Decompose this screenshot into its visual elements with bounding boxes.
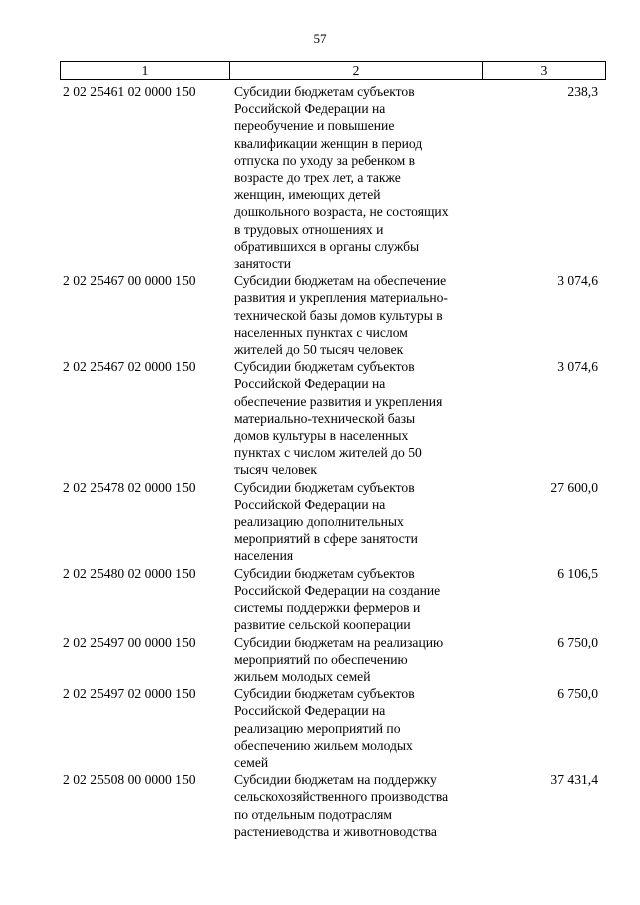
budget-code-cell: 2 02 25480 02 0000 150 xyxy=(63,565,196,581)
revenue-name-line: Субсидии бюджетам субъектов xyxy=(234,359,415,375)
revenue-name-cell xyxy=(228,358,480,478)
budget-code-cell: 2 02 25497 00 0000 150 xyxy=(63,634,196,650)
revenue-name-line: мероприятий в сфере занятости xyxy=(234,531,418,547)
revenue-name-line: технической базы домов культуры в xyxy=(234,307,443,323)
revenue-name-line: населенных пунктах с числом xyxy=(234,324,408,340)
revenue-name-line: системы поддержки фермеров и xyxy=(234,600,421,616)
revenue-name-line: домов культуры в населенных xyxy=(234,428,409,444)
revenue-name-line: жителей до 50 тысяч человек xyxy=(234,342,404,358)
revenue-name-line: Субсидии бюджетам субъектов xyxy=(234,84,415,99)
revenue-name-line: растениеводства и животноводства xyxy=(234,823,437,839)
table-row xyxy=(60,83,602,272)
revenue-name-line: дошкольного возраста, не состоящих xyxy=(234,204,449,220)
revenue-name-line: развития и укрепления материально- xyxy=(234,290,448,306)
revenue-name-line: жильем молодых семей xyxy=(234,668,371,684)
table-row xyxy=(60,685,602,771)
amount-cell: 37 431,4 xyxy=(550,772,598,788)
revenue-name-line: женщин, имеющих детей xyxy=(234,187,381,203)
revenue-name-line: населения xyxy=(234,548,294,564)
revenue-name-line: Российской Федерации на xyxy=(234,101,386,117)
table-row xyxy=(60,479,602,565)
revenue-name-line: Субсидии бюджетам субъектов xyxy=(234,686,415,702)
table-body xyxy=(60,83,602,840)
budget-code-cell: 2 02 25497 02 0000 150 xyxy=(63,686,196,702)
table-row xyxy=(60,358,602,478)
revenue-name-line: по отдельным подотраслям xyxy=(234,806,393,822)
revenue-name-line: возрасте до трех лет, а также xyxy=(234,170,401,186)
revenue-name-line: реализацию дополнительных xyxy=(234,514,404,530)
revenue-name-line: тысяч человек xyxy=(234,462,318,478)
revenue-name-line: обеспечение развития и укрепления xyxy=(234,393,443,409)
amount-cell: 6 106,5 xyxy=(557,565,598,581)
revenue-name-line: отпуска по уходу за ребенком в xyxy=(234,152,416,168)
amount-cell: 3 074,6 xyxy=(557,273,598,289)
column-header-3: 3 xyxy=(483,62,606,80)
revenue-name-line: сельскохозяйственного производства xyxy=(234,789,449,805)
revenue-name-cell xyxy=(228,771,480,840)
table-header xyxy=(60,61,606,80)
revenue-name-line: Российской Федерации на xyxy=(234,376,386,392)
revenue-name-line: Субсидии бюджетам на реализацию xyxy=(234,634,444,650)
revenue-name-line: переобучение и повышение xyxy=(234,118,395,134)
revenue-name-cell xyxy=(228,685,480,771)
budget-code-cell: 2 02 25461 02 0000 150 xyxy=(63,84,196,99)
revenue-name-line: обеспечению жильем молодых xyxy=(234,737,413,753)
amount-cell: 238,3 xyxy=(567,84,598,99)
budget-code-cell: 2 02 25467 02 0000 150 xyxy=(63,359,196,375)
revenue-name-line: реализацию мероприятий по xyxy=(234,720,401,736)
table-row xyxy=(60,272,602,358)
revenue-name-cell xyxy=(228,634,480,686)
revenue-name-line: Субсидии бюджетам субъектов xyxy=(234,565,415,581)
revenue-name-line: Российской Федерации на xyxy=(234,703,386,719)
budget-code-cell: 2 02 25467 00 0000 150 xyxy=(63,273,196,289)
revenue-name-line: Субсидии бюджетам на поддержку xyxy=(234,772,437,788)
column-header-2: 2 xyxy=(230,62,483,80)
revenue-name-line: Российской Федерации на xyxy=(234,496,386,512)
amount-cell: 6 750,0 xyxy=(557,634,598,650)
revenue-name-line: Субсидии бюджетам субъектов xyxy=(234,479,415,495)
revenue-name-line: Российской Федерации на создание xyxy=(234,582,441,598)
budget-code-cell: 2 02 25478 02 0000 150 xyxy=(63,479,196,495)
revenue-name-line: материально-технической базы xyxy=(234,410,416,426)
amount-cell: 27 600,0 xyxy=(550,479,598,495)
amount-cell: 6 750,0 xyxy=(557,686,598,702)
amount-cell: 3 074,6 xyxy=(557,359,598,375)
revenue-name-line: в трудовых отношениях и xyxy=(234,221,384,237)
column-header-1: 1 xyxy=(61,62,230,80)
revenue-name-line: квалификации женщин в период xyxy=(234,135,423,151)
revenue-name-cell xyxy=(228,272,480,358)
table-row xyxy=(60,771,602,840)
page-number: 57 xyxy=(313,31,327,46)
table-row xyxy=(60,634,602,686)
revenue-name-line: Субсидии бюджетам на обеспечение xyxy=(234,273,447,289)
revenue-name-cell xyxy=(228,565,480,634)
revenue-name-line: мероприятий по обеспечению xyxy=(234,651,408,667)
revenue-name-line: обратившихся в органы службы xyxy=(234,238,420,254)
budget-code-cell: 2 02 25508 00 0000 150 xyxy=(63,772,196,788)
revenue-name-line: семей xyxy=(234,754,269,770)
table-row xyxy=(60,565,602,634)
revenue-name-line: пунктах с числом жителей до 50 xyxy=(234,445,422,461)
revenue-name-line: занятости xyxy=(234,256,292,272)
revenue-name-line: развитие сельской кооперации xyxy=(234,617,411,633)
revenue-name-cell xyxy=(228,83,480,272)
revenue-name-cell xyxy=(228,479,480,565)
